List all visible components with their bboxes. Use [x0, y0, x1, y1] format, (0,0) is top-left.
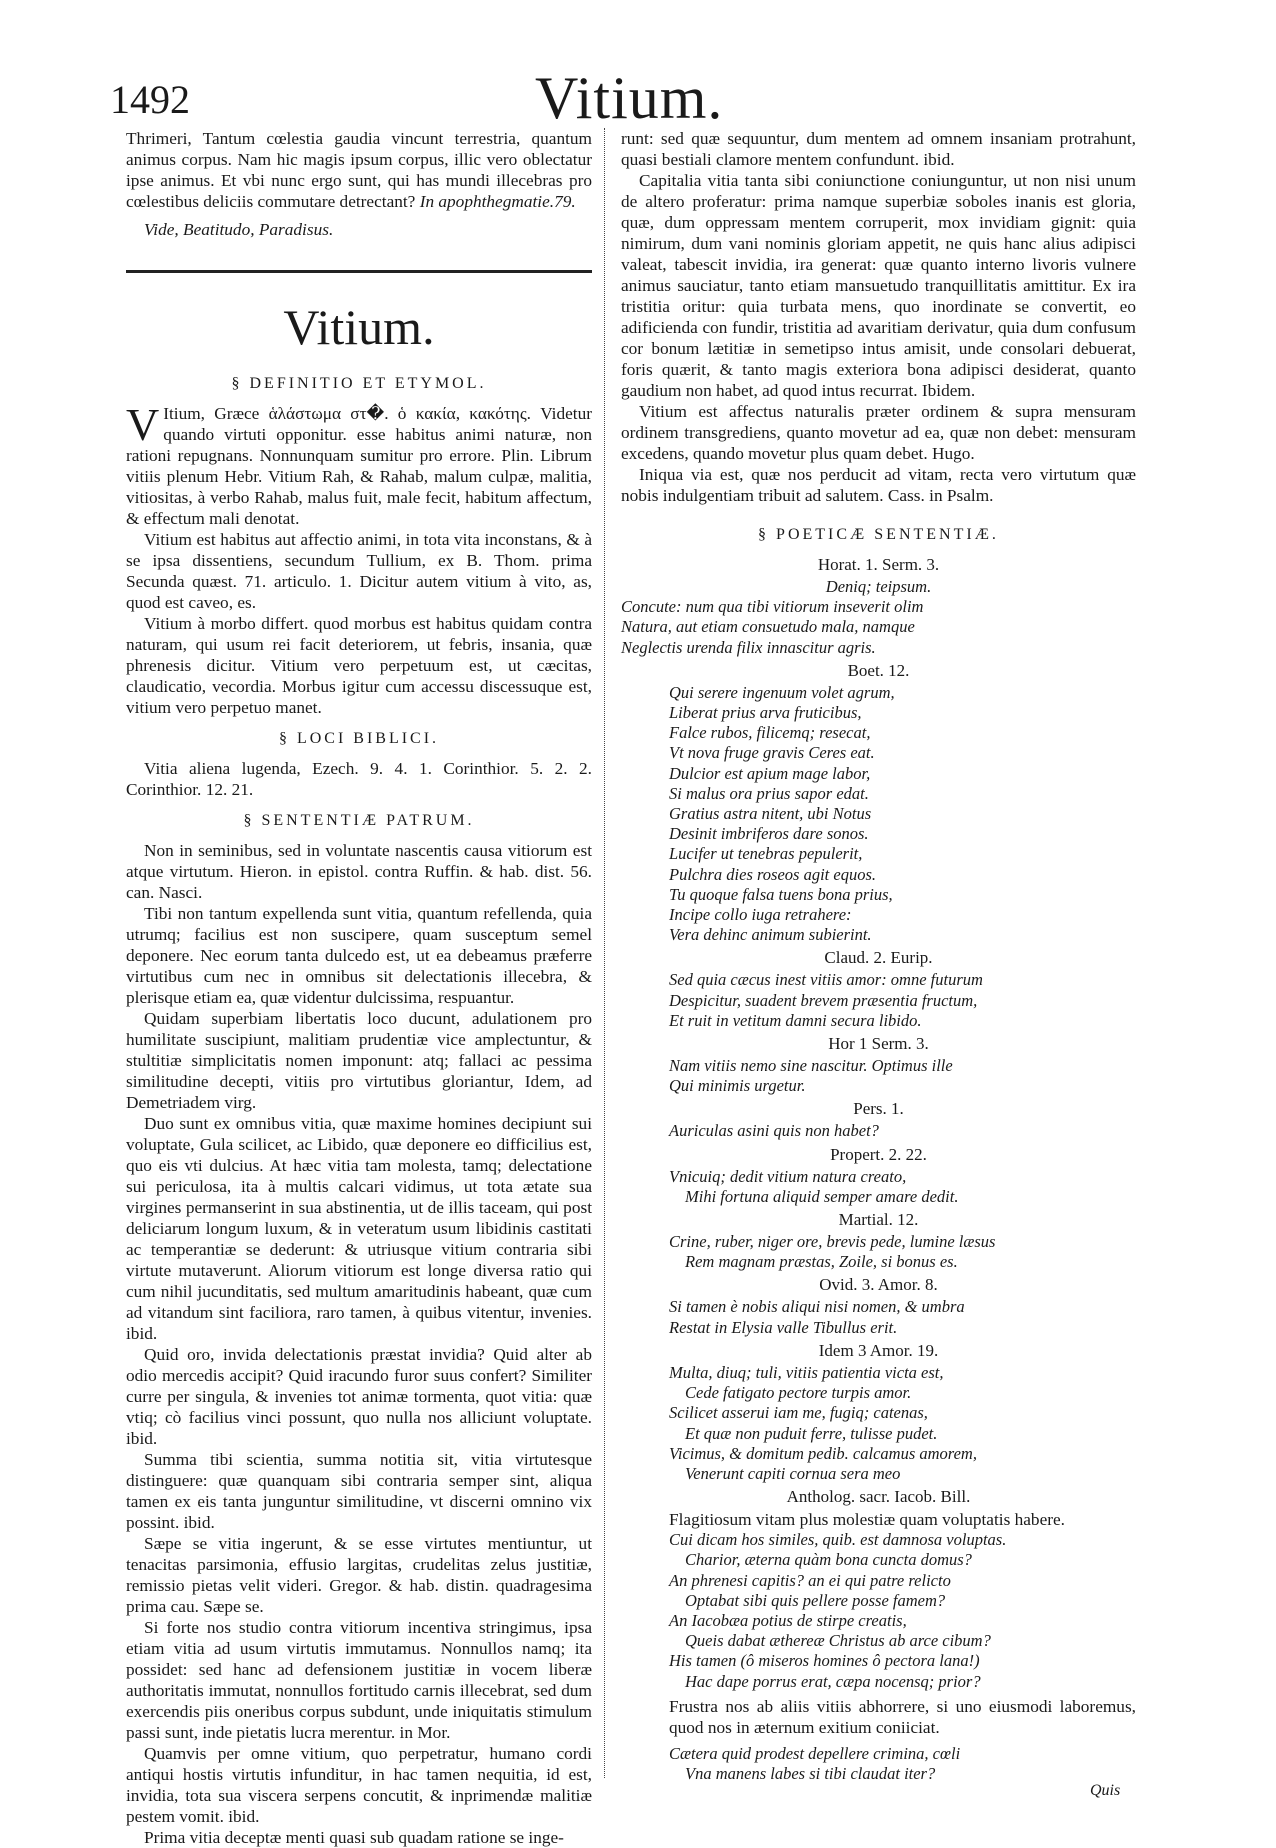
heading-poeticae: § POETICÆ SENTENTIÆ.: [758, 526, 999, 543]
patrum-paragraph: Quamvis per omne vitium, quo perpetratur, humano cordi antiqui hostis virtutis infunditur, in hac tamen nequitia, id est, invidia, tota sua viscera serpens concutit, & inprimendæ malitiæ pestem vomit. ibid.: [126, 1744, 592, 1826]
verse-final: Cætera quid prodest depellere crimina, cœli Vna manens labes si tibi claudat iter?: [669, 1743, 961, 1783]
poet-title-pers: Pers. 1.: [853, 1099, 904, 1119]
verse-ovid1: Si tamen è nobis aliqui nisi nomen, & umbra Restat in Elysia valle Tibullus erit.: [669, 1297, 965, 1337]
patrum-paragraph: Non in seminibus, sed in voluntate nascentis causa vitiorum est atque virtutum. Hieron. in epistol. contra Ruffin. & hab. dist. 56. can. Nasci.: [126, 841, 592, 902]
poet-title-hor2: Hor 1 Serm. 3.: [828, 1034, 929, 1054]
patrum-continued: runt: sed quæ sequuntur, dum mentem ad omnem insaniam protrahunt, quasi bestiali clamore mentem confundunt. ibid.: [621, 129, 1136, 169]
poet-title-ovid2: Idem 3 Amor. 19.: [818, 1340, 939, 1360]
running-title: Vitium.: [535, 65, 724, 131]
definition-paragraph: V Itium, Græce ἁλάστωμα στ�. ὁ κακία, κακότης. Videtur quando virtuti opponitur. esse habitus animi naturæ, non rationi repugnans. Nonnunquam sumitur pro errore. Plin. Librum vitiis plenum Hebr. Vitium Rah, & Rahab, malum culpæ, malitia, vitiositas, à verbo Rahab, malus fuit, male fecit, habitum affectum, & effectum mali denotat.: [126, 399, 592, 528]
verse-ovid2: Multa, diuq; tuli, vitiis patientia victa est, Cede fatigato pectore turpis amor. Scilicet asserui iam me, fugiq; catenas, Et quæ non puduit ferre, tulisse pudet. Vicimus, & domitum pedib. calcamus amorem, Venerunt capiti cornua sera meo: [669, 1362, 977, 1483]
verse-pers: Auriculas asini quis non habet?: [669, 1121, 879, 1141]
antholog-prose: Flagitiosum vitam plus molestiæ quam voluptatis habere.: [669, 1510, 1065, 1530]
verse-boet: Qui serere ingenuum volet agrum, Liberat prius arva fruticibus, Falce rubos, filicemq; resecat, Vt nova fruge gravis Ceres eat. Dulcior est apium mage labor, Si malus ora prius sapor edat. Gratius astra nitent, ubi Notus Desinit imbriferos dare sonos. Lucifer ut tenebras pepulerit, Pulchra dies roseos agit equos. Tu quoque falsa tuens bona prius, Incipe collo iuga retrahere: Vera dehinc animum subierint.: [669, 682, 895, 945]
poet-title-claud: Claud. 2. Eurip.: [824, 948, 933, 968]
definition-paragraph-3: Vitium à morbo differt. quod morbus est habitus quidam contra naturam, qui usum rei facit deteriorem, ut febris, insania, quæ phrenesis dicitur. Vitium vero perpetuum est, ut cæcitas, claudicatio, vecordia. Morbus igitur cum accessu discessuque est, vitium vero perpetuo manet.: [126, 614, 592, 717]
verse-mart: Crine, ruber, niger ore, brevis pede, lumine læsus Rem magnam præstas, Zoile, si bonus es.: [669, 1232, 996, 1272]
poet-title-boet: Boet. 12.: [847, 660, 910, 680]
verse-claud: Sed quia cæcus inest vitiis amor: omne futurum Despicitur, suadent brevem præsentia fructum, Et ruit in vetitum damni secura libido.: [669, 970, 983, 1030]
patrum-paragraph: Duo sunt ex omnibus vitia, quæ maxime homines decipiunt sui voluptate, Gula scilicet, ac Libido, quæ deponere eo difficilius est, quo eis vti dulcius. At hæc vitia tam molesta, tamq; delectatione sui periculosa, ita à multis calcari vidimus, ut tota ætate sua virgines permanserint in sua abstinentia, ut de illis taceam, qui post deliciarum longum luxum, & in veteratum usum libidinis castitati ac temperantiæ se dederunt: & utriusque vitium contraria sibi virtute mutaverunt. Aliorum vitiorum est longe diversa ratio qui cum nihil jucunditatis, sed multum amaritudinis habeant, quæ cum ad vitandum sint faciliora, raro tamen, à quibus vitentur, invenies. ibid.: [126, 1114, 592, 1343]
page-number: 1492: [110, 77, 190, 122]
heading-definitio: § DEFINITIO ET ETYMOL.: [231, 375, 487, 392]
patrum-paragraph: Summa tibi scientia, summa notitia sit, vitia virtutesque distinguere: quæ quanquam sibi contraria semper sint, aliqua tamen ex eis tanta junguntur similitudine, vt discerni omnino vix possint. ibid.: [126, 1450, 592, 1532]
heading-loci: § LOCI BIBLICI.: [278, 730, 440, 747]
patrum-paragraph: Prima vitia deceptæ menti quasi sub quadam ratione se inge-: [144, 1828, 564, 1847]
drop-cap: V: [126, 399, 160, 450]
verse-prop: Vnicuiq; dedit vitium natura creato, Mihi fortuna aliquid semper amare dedit.: [669, 1166, 959, 1206]
definition-paragraph-2: Vitium est habitus aut affectio animi, in tota vita inconstans, & à se ipsa dissentiens, secundum Tullium, ex B. Thom. prima Secunda quæst. 71. articulo. 1. Dicitur autem vitium à vito, as, quod est caveo, es.: [126, 530, 592, 612]
patrum-paragraph: Sæpe se vitia ingerunt, & se esse virtutes mentiuntur, ut tenacitas parsimonia, effusio largitas, crudelitas zelus justitiæ, remissio pietas velit videri. Gregor. & hab. distin. quadragesima prima cau. Sæpe se.: [126, 1534, 592, 1616]
patrum-paragraph: Vitium est affectus naturalis præter ordinem & supra mensuram ordinem transgrediens, quanto movetur ad ea, quæ non debet: mensuram excedens, quando movetur plus quam debet. Hugo.: [621, 402, 1136, 463]
loci-text: Vitia aliena lugenda, Ezech. 9. 4. 1. Corinthior. 5. 2. 2. Corinthior. 12. 21.: [126, 759, 592, 799]
patrum-paragraph: Capitalia vitia tanta sibi coniunctione coniunguntur, ut non nisi unum de altero proferatur: prima namque superbiæ soboles inanis est gloria, quæ, dum oppressam mentem corruperit, mox invidiam gignit: quia nimirum, dum vani nominis gloriam appetit, ne quis hanc alius adipisci valeat, tabescit invidia, ira generat: quæ quanto interno livoris vulnere animus sauciatur, tanto etiam mansuetudo tranquillitatis amittitur. Ex ira tristitia oritur: quia turbata mens, quo inordinate se convertit, eo adificienda con fundir, tristitia ad avaritiam derivatur, quia dum confusum cor bonum lætitiæ in semetipso intus amisit, unde consolari debuerat, foris quærit, & tanto magis exteriora bona adipisci desiderat, quanto gaudium non habet, ad quod intus recurrat. Ibidem.: [621, 171, 1136, 400]
verse-antholog: Cui dicam hos similes, quib. est damnosa voluptas. Charior, æterna quàm bona cuncta domus? An phrenesi capitis? an ei qui patre relicto Optabat sibi quis pellere posse famem? An Iacobæa potius de stirpe creatis, Queis dabat æthereæ Christus ab arce cibum? His tamen (ô miseros homines ô pectora lana!) Hac dape porrus erat, cæpa nocensq; prior?: [669, 1530, 1007, 1691]
patrum-paragraph: Quid oro, invida delectationis præstat invidia? Quid alter ab odio mercedis accipit? Quid iracundo furor suus confert? Similiter curre per singula, & invenies tot animæ tormenta, quot vitia: quæ vtiq; cò facilius vinci possunt, quo nulla nos alliciunt voluptate. ibid.: [126, 1345, 592, 1448]
patrum-paragraph: Si forte nos studio contra vitiorum incentiva stringimus, ipsa etiam vitia ad usum virtutis immutamus. Nonnullos namq; ita possidet: sed hanc ad defensionem justitiæ in vocem liberæ authoritatis immutat, nonnullos fortitudo carnis illecebrat, sed dum exercendis piis oneribus corpus subdunt, unde iniquitatis stimulum passi sunt, inde pietatis lucra merentur. in Mor.: [126, 1618, 592, 1742]
intro-paragraph: Thrimeri, Tantum cœlestia gaudia vincunt terrestria, quantum animus corpus. Nam hic magis ipsum corpus, illic vero oblectatur ipse animus. Et vbi nunc ergo sunt, qui has mundi illecebras pro cœlestibus deliciis commutare detrectant? In apophthegmatie.79.: [126, 129, 592, 211]
poet-title-horat: Horat. 1. Serm. 3.: [817, 555, 940, 574]
right-column: [621, 128, 1136, 1784]
final-prose: Frustra nos ab aliis vitiis abhorrere, si uno eiusmodi laboremus, quod nos in æternum exitium coniiciat.: [669, 1696, 1136, 1737]
column-divider: [604, 128, 605, 1778]
poet-title-antholog: Antholog. sacr. Iacob. Bill.: [786, 1487, 971, 1507]
patrum-paragraph: Iniqua via est, quæ nos perducit ad vitam, recta vero virtutum quæ nobis indulgentiam tribuit ad salutem. Cass. in Psalm.: [621, 465, 1136, 505]
verse-horat: Deniq; teipsum. Concute: num qua tibi vitiorum inseverit olim Natura, aut etiam consuetudo mala, namque Neglectis urenda filix innascitur agris.: [621, 577, 932, 657]
heading-sententiae: § SENTENTIÆ PATRUM.: [243, 812, 475, 829]
patrum-paragraph: Tibi non tantum expellenda sunt vitia, quantum refellenda, quia utrumq; facilius est non suscipere, quam susceptum semel deponere. Nec eorum tanta dulcedo est, ut ea debeamus præferre virtutibus cum nec in omnibus sit delectationis illecebra, & plerisque etiam ea, quæ videntur dulcissima, respuantur.: [126, 904, 592, 1007]
catchword: Quis: [1090, 1782, 1121, 1799]
patrum-paragraph: Quidam superbiam libertatis loco ducunt, adulationem pro humilitate suscipiunt, malitiam prudentiæ vice amplectuntur, & stultitiæ simplicitatis nomen imponunt: atq; fallaci ac pessima similitudine decepti, vitiis pro virtutibus gloriantur, Idem, ad Demetriadem virg.: [126, 1009, 592, 1112]
left-column: [126, 128, 592, 1848]
poet-title-prop: Propert. 2. 22.: [830, 1144, 927, 1164]
poet-title-mart: Martial. 12.: [838, 1210, 919, 1230]
verse-hor2: Nam vitiis nemo sine nascitur. Optimus ille Qui minimis urgetur.: [669, 1056, 953, 1096]
section-rule: [126, 270, 592, 273]
poet-title-ovid1: Ovid. 3. Amor. 8.: [819, 1275, 938, 1295]
see-also: Vide, Beatitudo, Paradisus.: [144, 220, 334, 239]
section-title: Vitium.: [283, 299, 435, 355]
